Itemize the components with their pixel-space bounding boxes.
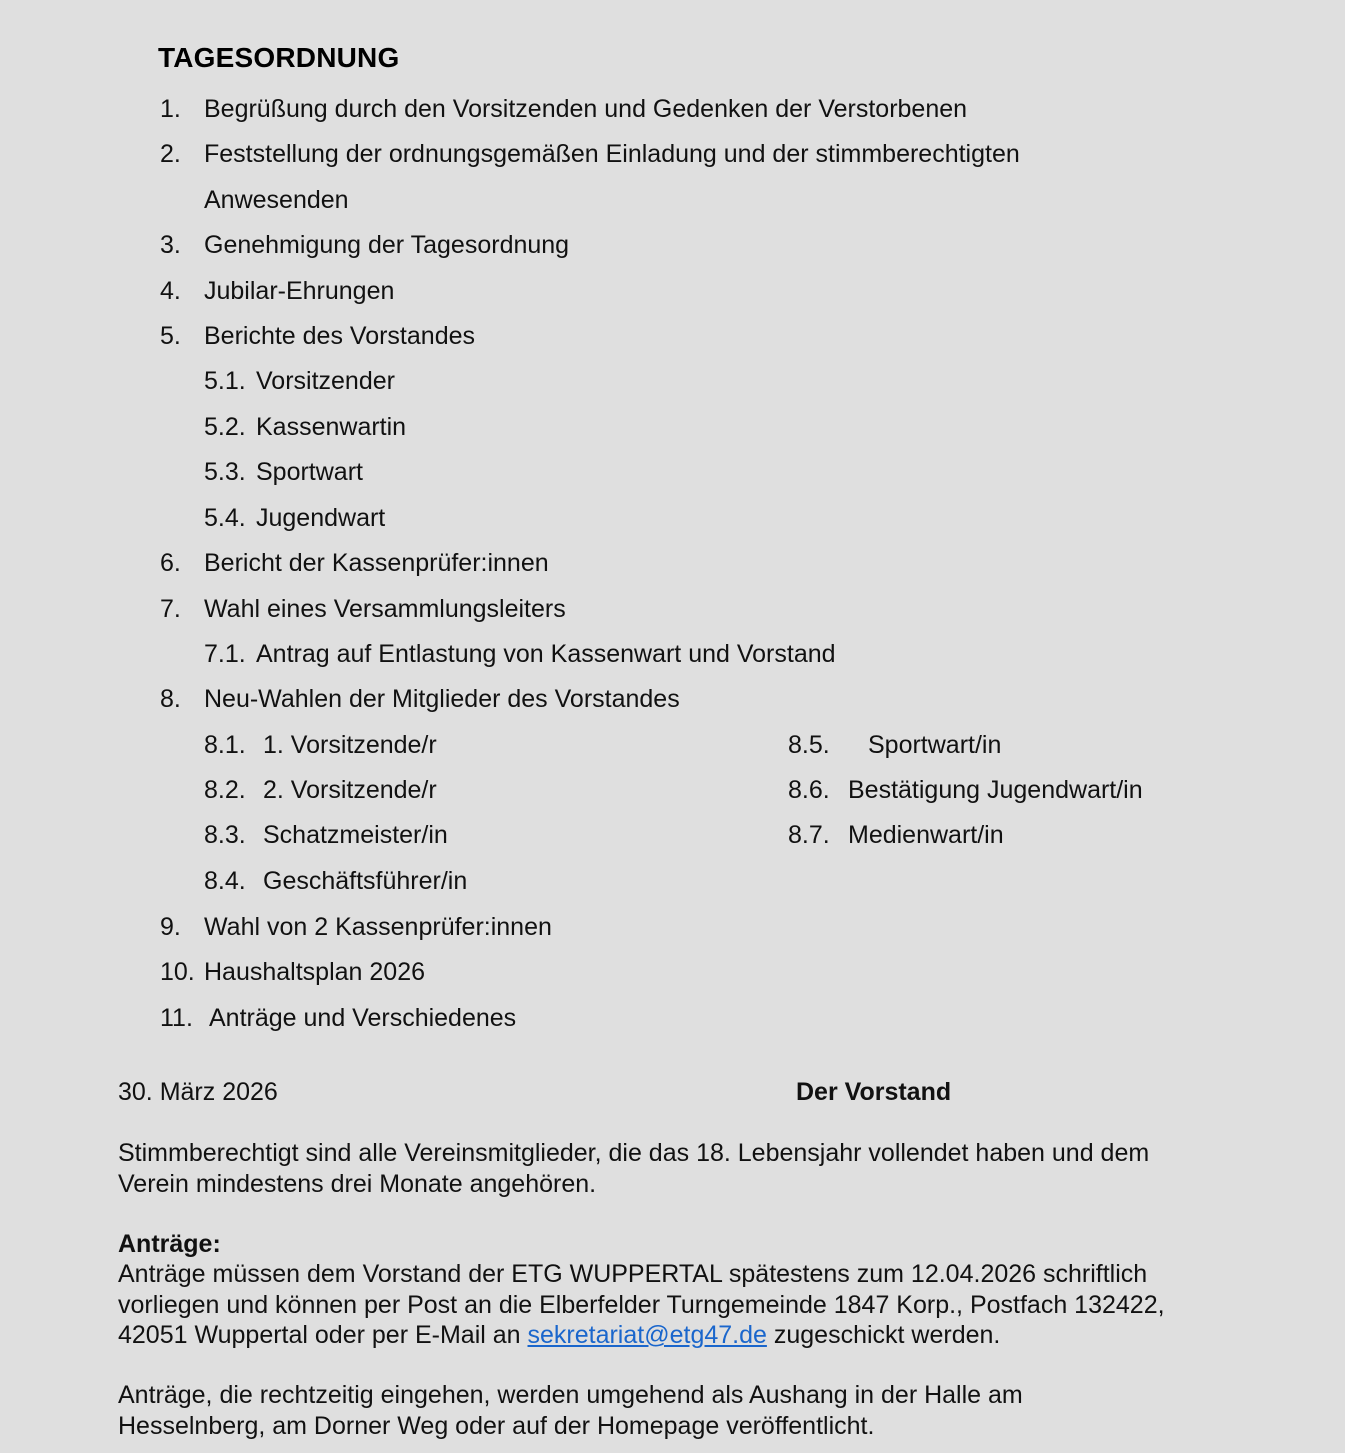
eligibility-note: Stimmberechtigt sind alle Vereinsmitglieder, die das 18. Lebensjahr vollendet haben und dem Verein mindestens drei Monate angehören. (118, 1139, 1150, 1198)
motions-text-after: zugeschickt werden. (766, 1321, 1001, 1349)
document-date: 30. März 2026 (118, 1078, 278, 1106)
email-link[interactable]: sekretariat@etg47.de (527, 1321, 767, 1349)
agenda-title: TAGESORDNUNG (158, 42, 400, 73)
motions-text-before: Anträge müssen dem Vorstand der ETG WUPPERTAL spätestens zum 12.04.2026 schriftlich vorliegen und können per Post an die Elberfelder Turngemeinde 1847 Korp., Postfach 132422, 42051 Wuppertal oder per E-Mail an (118, 1260, 1165, 1349)
publication-note: Anträge, die rechtzeitig eingehen, werden umgehend als Aushang in der Halle am Hesselnberg, am Dorner Weg oder auf der Homepage veröffentlicht. (118, 1381, 1023, 1440)
signature: Der Vorstand (796, 1078, 952, 1106)
motions-heading: Anträge: (118, 1230, 221, 1258)
motions-text (118, 1259, 1218, 1351)
